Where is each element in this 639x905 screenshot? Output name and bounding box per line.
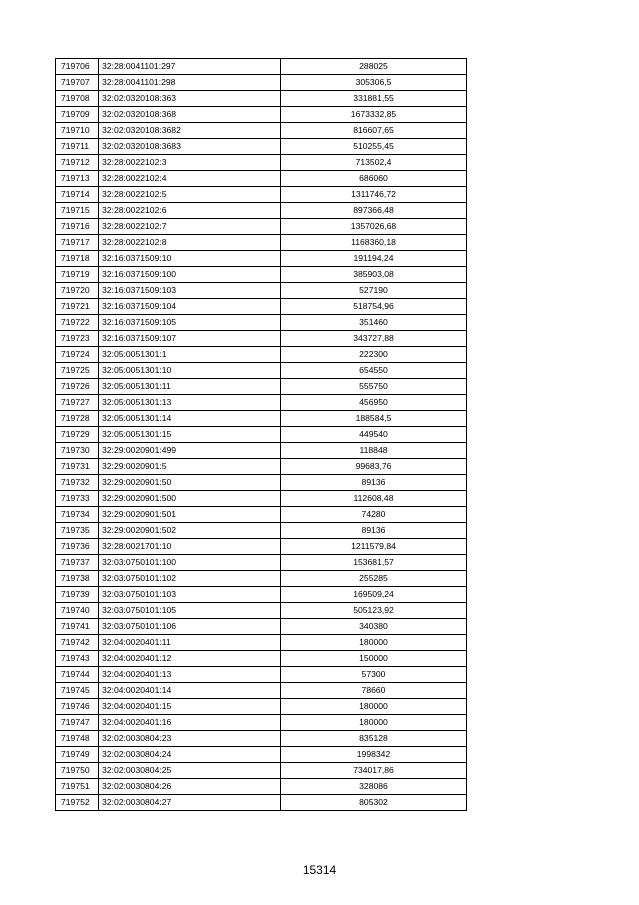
cadastral-value-cell: 118848 [281,443,467,459]
cadastral-number-cell: 32:28:0022102:6 [99,203,281,219]
cadastral-number-cell: 32:16:0371509:10 [99,251,281,267]
row-number-cell: 719718 [56,251,99,267]
cadastral-number-cell: 32:02:0320108:3683 [99,139,281,155]
table-row [56,491,467,507]
row-number-cell: 719744 [56,667,99,683]
cadastral-number-cell: 32:16:0371509:103 [99,283,281,299]
table-row [56,139,467,155]
cadastral-value-cell: 331881,55 [281,91,467,107]
cadastral-value-cell: 1311746,72 [281,187,467,203]
row-number-cell: 719729 [56,427,99,443]
row-number-cell: 719730 [56,443,99,459]
cadastral-value-cell: 1357026,68 [281,219,467,235]
cadastral-value-cell: 686060 [281,171,467,187]
cadastral-number-cell: 32:16:0371509:100 [99,267,281,283]
cadastral-value-cell: 518754,96 [281,299,467,315]
cadastral-number-cell: 32:28:0022102:3 [99,155,281,171]
table-row [56,235,467,251]
table-row [56,571,467,587]
table-row [56,795,467,811]
row-number-cell: 719706 [56,59,99,75]
row-number-cell: 719726 [56,379,99,395]
table-row [56,443,467,459]
row-number-cell: 719708 [56,91,99,107]
cadastral-value-cell: 180000 [281,635,467,651]
cadastral-number-cell: 32:29:0020901:500 [99,491,281,507]
cadastral-value-cell: 734017,86 [281,763,467,779]
cadastral-value-cell: 385903,08 [281,267,467,283]
cadastral-value-cell: 1168360,18 [281,235,467,251]
cadastral-value-cell: 169509,24 [281,587,467,603]
table-row [56,619,467,635]
row-number-cell: 719733 [56,491,99,507]
row-number-cell: 719727 [56,395,99,411]
table-row [56,123,467,139]
cadastral-number-cell: 32:05:0051301:14 [99,411,281,427]
table-row [56,379,467,395]
row-number-cell: 719715 [56,203,99,219]
cadastral-number-cell: 32:05:0051301:1 [99,347,281,363]
cadastral-value-cell: 153681,57 [281,555,467,571]
table-row [56,203,467,219]
row-number-cell: 719746 [56,699,99,715]
cadastral-value-cell: 191194,24 [281,251,467,267]
row-number-cell: 719711 [56,139,99,155]
cadastral-number-cell: 32:28:0022102:4 [99,171,281,187]
row-number-cell: 719752 [56,795,99,811]
cadastral-value-cell: 805302 [281,795,467,811]
table-row [56,747,467,763]
cadastral-value-table [55,58,467,811]
cadastral-value-cell: 99683,76 [281,459,467,475]
row-number-cell: 719728 [56,411,99,427]
table-row [56,395,467,411]
table-row [56,555,467,571]
row-number-cell: 719741 [56,619,99,635]
cadastral-number-cell: 32:04:0020401:11 [99,635,281,651]
cadastral-number-cell: 32:04:0020401:15 [99,699,281,715]
row-number-cell: 719723 [56,331,99,347]
row-number-cell: 719713 [56,171,99,187]
table-row [56,91,467,107]
row-number-cell: 719724 [56,347,99,363]
cadastral-value-cell: 527190 [281,283,467,299]
table-row [56,683,467,699]
table-row [56,347,467,363]
table-row [56,75,467,91]
cadastral-value-cell: 555750 [281,379,467,395]
cadastral-number-cell: 32:02:0320108:363 [99,91,281,107]
row-number-cell: 719720 [56,283,99,299]
row-number-cell: 719737 [56,555,99,571]
cadastral-value-cell: 510255,45 [281,139,467,155]
cadastral-value-cell: 328086 [281,779,467,795]
cadastral-number-cell: 32:29:0020901:50 [99,475,281,491]
cadastral-value-cell: 180000 [281,715,467,731]
cadastral-number-cell: 32:02:0030804:25 [99,763,281,779]
row-number-cell: 719732 [56,475,99,491]
row-number-cell: 719716 [56,219,99,235]
row-number-cell: 719731 [56,459,99,475]
row-number-cell: 719751 [56,779,99,795]
cadastral-number-cell: 32:03:0750101:102 [99,571,281,587]
row-number-cell: 719709 [56,107,99,123]
table-row [56,315,467,331]
cadastral-value-cell: 78660 [281,683,467,699]
table-row [56,107,467,123]
cadastral-number-cell: 32:28:0022102:8 [99,235,281,251]
cadastral-number-cell: 32:03:0750101:100 [99,555,281,571]
cadastral-number-cell: 32:05:0051301:11 [99,379,281,395]
row-number-cell: 719710 [56,123,99,139]
table-row [56,539,467,555]
cadastral-number-cell: 32:02:0030804:23 [99,731,281,747]
row-number-cell: 719748 [56,731,99,747]
table-row [56,587,467,603]
row-number-cell: 719749 [56,747,99,763]
cadastral-value-cell: 305306,5 [281,75,467,91]
cadastral-value-cell: 222300 [281,347,467,363]
table-row [56,475,467,491]
cadastral-number-cell: 32:28:0041101:297 [99,59,281,75]
cadastral-number-cell: 32:04:0020401:13 [99,667,281,683]
table-row [56,779,467,795]
row-number-cell: 719714 [56,187,99,203]
table-row [56,763,467,779]
cadastral-value-cell: 255285 [281,571,467,587]
table-row [56,171,467,187]
cadastral-value-cell: 1673332,85 [281,107,467,123]
table-body [56,59,467,811]
table-row [56,331,467,347]
cadastral-number-cell: 32:29:0020901:501 [99,507,281,523]
table-row [56,699,467,715]
cadastral-value-cell: 835128 [281,731,467,747]
cadastral-number-cell: 32:04:0020401:16 [99,715,281,731]
cadastral-number-cell: 32:16:0371509:107 [99,331,281,347]
table-row [56,667,467,683]
table-row [56,267,467,283]
cadastral-number-cell: 32:02:0030804:27 [99,795,281,811]
table-row [56,363,467,379]
table-row [56,635,467,651]
cadastral-number-cell: 32:28:0022102:5 [99,187,281,203]
cadastral-number-cell: 32:16:0371509:104 [99,299,281,315]
table-row [56,219,467,235]
cadastral-value-cell: 112608,48 [281,491,467,507]
cadastral-number-cell: 32:04:0020401:14 [99,683,281,699]
cadastral-value-cell: 150000 [281,651,467,667]
cadastral-value-cell: 180000 [281,699,467,715]
table-row [56,523,467,539]
row-number-cell: 719745 [56,683,99,699]
cadastral-number-cell: 32:05:0051301:15 [99,427,281,443]
table-row [56,251,467,267]
cadastral-value-cell: 89136 [281,475,467,491]
row-number-cell: 719717 [56,235,99,251]
row-number-cell: 719725 [56,363,99,379]
row-number-cell: 719739 [56,587,99,603]
cadastral-value-cell: 188584,5 [281,411,467,427]
cadastral-number-cell: 32:05:0051301:10 [99,363,281,379]
cadastral-number-cell: 32:29:0020901:499 [99,443,281,459]
cadastral-number-cell: 32:28:0041101:298 [99,75,281,91]
table-row [56,507,467,523]
cadastral-number-cell: 32:04:0020401:12 [99,651,281,667]
table-row [56,603,467,619]
table-row [56,59,467,75]
cadastral-number-cell: 32:28:0022102:7 [99,219,281,235]
row-number-cell: 719734 [56,507,99,523]
row-number-cell: 719722 [56,315,99,331]
row-number-cell: 719721 [56,299,99,315]
cadastral-value-cell: 713502,4 [281,155,467,171]
cadastral-value-cell: 505123,92 [281,603,467,619]
row-number-cell: 719743 [56,651,99,667]
row-number-cell: 719735 [56,523,99,539]
table-row [56,459,467,475]
cadastral-value-cell: 1211579,84 [281,539,467,555]
cadastral-value-cell: 288025 [281,59,467,75]
row-number-cell: 719747 [56,715,99,731]
cadastral-value-cell: 74280 [281,507,467,523]
cadastral-value-cell: 1998342 [281,747,467,763]
cadastral-value-cell: 343727,88 [281,331,467,347]
cadastral-value-cell: 816607,65 [281,123,467,139]
table-row [56,427,467,443]
row-number-cell: 719738 [56,571,99,587]
cadastral-value-cell: 351460 [281,315,467,331]
row-number-cell: 719742 [56,635,99,651]
table-row [56,715,467,731]
row-number-cell: 719740 [56,603,99,619]
cadastral-number-cell: 32:29:0020901:5 [99,459,281,475]
table-row [56,411,467,427]
cadastral-number-cell: 32:03:0750101:103 [99,587,281,603]
cadastral-number-cell: 32:02:0320108:368 [99,107,281,123]
cadastral-number-cell: 32:03:0750101:105 [99,603,281,619]
table-row [56,187,467,203]
cadastral-number-cell: 32:03:0750101:106 [99,619,281,635]
cadastral-value-cell: 57300 [281,667,467,683]
cadastral-value-cell: 340380 [281,619,467,635]
table-row [56,283,467,299]
cadastral-value-cell: 449540 [281,427,467,443]
row-number-cell: 719712 [56,155,99,171]
cadastral-value-cell: 654550 [281,363,467,379]
cadastral-number-cell: 32:02:0030804:24 [99,747,281,763]
cadastral-number-cell: 32:02:0030804:26 [99,779,281,795]
cadastral-value-cell: 897366,48 [281,203,467,219]
cadastral-number-cell: 32:02:0320108:3682 [99,123,281,139]
cadastral-number-cell: 32:05:0051301:13 [99,395,281,411]
cadastral-number-cell: 32:28:0021701:10 [99,539,281,555]
row-number-cell: 719719 [56,267,99,283]
table-row [56,299,467,315]
page-number: 15314 [302,863,337,877]
cadastral-value-cell: 89136 [281,523,467,539]
table-row [56,731,467,747]
table-row [56,651,467,667]
cadastral-number-cell: 32:29:0020901:502 [99,523,281,539]
cadastral-number-cell: 32:16:0371509:105 [99,315,281,331]
row-number-cell: 719736 [56,539,99,555]
table-row [56,155,467,171]
cadastral-value-cell: 456950 [281,395,467,411]
row-number-cell: 719707 [56,75,99,91]
row-number-cell: 719750 [56,763,99,779]
